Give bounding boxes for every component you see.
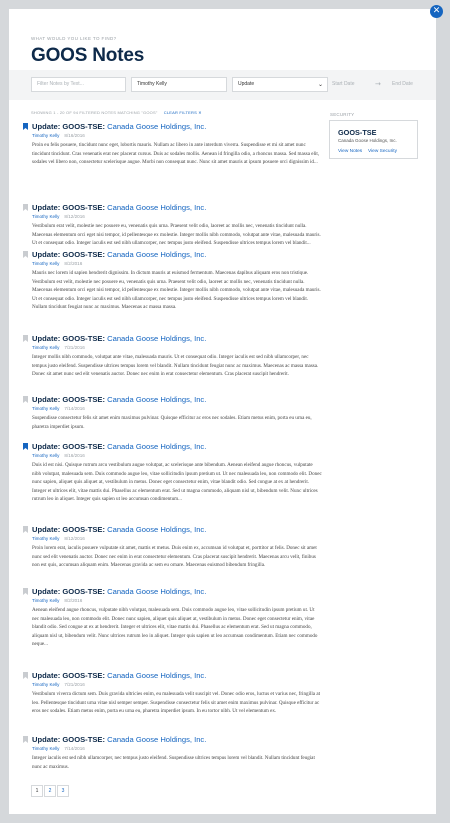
page-button-1[interactable]: 1: [31, 785, 43, 797]
note-title[interactable]: [32, 395, 322, 405]
note-meta: [32, 452, 322, 460]
note-item: [23, 395, 322, 431]
note-item: [23, 525, 322, 570]
bookmark-icon[interactable]: [23, 335, 28, 342]
note-author-link[interactable]: Timothy Kelly: [32, 598, 60, 603]
note-author-link[interactable]: Timothy Kelly: [32, 682, 60, 687]
note-title-prefix: Update: GOOS-TSE:: [32, 203, 105, 212]
note-title-company: Canada Goose Holdings, Inc.: [107, 122, 207, 131]
close-modal-button[interactable]: [430, 5, 443, 18]
note-body: Vestibulum erat velit, molestie nec posuere eu, venenatis quis urna. Praesent velit odio, laoreet ac mollis nec, venenatis tincidunt nulla. Maecenas elementum orci eget nisi tempor, id pellentesque ex molestie. Integer mollis nibh commodo, volutpat ante vitae, malesuada mauris. Ut et consequat odio. Integer iaculis est sed nibh ullamcorper, nec tempus justo eleifend. Suspendisse ultrices tempus lorem vel blandit...: [32, 223, 321, 247]
results-count-text: SHOWING 1 - 20 OF 94 FILTERED NOTES MATCHING "GOOS": [31, 110, 158, 115]
bookmark-icon[interactable]: [23, 736, 28, 743]
note-date: 8/12/2016: [64, 214, 85, 219]
note-title[interactable]: [32, 250, 322, 260]
bookmark-icon[interactable]: [23, 396, 28, 403]
note-item: [23, 735, 322, 771]
note-author-link[interactable]: Timothy Kelly: [32, 746, 60, 751]
note-title-company: Canada Goose Holdings, Inc.: [107, 525, 207, 534]
note-date: 7/14/2016: [64, 406, 85, 411]
bookmark-icon[interactable]: [23, 588, 28, 595]
note-title-company: Canada Goose Holdings, Inc.: [107, 442, 207, 451]
page-button-3[interactable]: 3: [57, 785, 69, 797]
note-date: 8/16/2016: [64, 133, 85, 138]
note-title-prefix: Update: GOOS-TSE:: [32, 334, 105, 343]
note-meta: [32, 213, 322, 221]
note-item: [23, 122, 322, 167]
note-body: Proin lorem erat, iaculis posuere vulputate sit amet, mattis et metus. Duis enim ex, accumsan id volutpat et, porttitor at felis. Donec sit amet nunc sed elit venenatis auctor. Donec nec enim in erat consectetur elementum. Cras placerat suscipit hendrerit. Maecenas arcu velit, finibus non est quis, accumsan aliquam enim. Maecenas gravida ac sem eu ornare. Maecenas euismod bibendum fringilla.: [32, 545, 317, 569]
start-date-input[interactable]: Start Date: [332, 81, 355, 87]
note-meta: [32, 535, 322, 543]
results-summary: [31, 110, 202, 115]
note-title[interactable]: [32, 671, 322, 681]
note-title-company: Canada Goose Holdings, Inc.: [107, 203, 207, 212]
note-item: [23, 671, 322, 716]
note-date: 7/21/2016: [64, 345, 85, 350]
note-author-link[interactable]: Timothy Kelly: [32, 453, 60, 458]
note-title[interactable]: [32, 587, 322, 597]
bookmark-icon[interactable]: [23, 204, 28, 211]
view-notes-link[interactable]: View Notes: [338, 149, 363, 154]
note-body: Suspendisse consectetur felis sit amet enim maximus pulvinar. Quisque efficitur ac eros nec sodales. Etiam metus enim, porta eu urna eu, pharetra imperdiet ipsum.: [32, 415, 312, 430]
note-meta: [32, 405, 322, 413]
type-filter-select[interactable]: [232, 77, 328, 92]
security-company-name: Canada Goose Holdings, Inc.: [338, 138, 397, 143]
note-title-prefix: Update: GOOS-TSE:: [32, 250, 105, 259]
note-item: [23, 442, 322, 504]
bookmark-icon[interactable]: [23, 251, 28, 258]
notes-modal: [9, 9, 436, 814]
note-title-prefix: Update: GOOS-TSE:: [32, 442, 105, 451]
bookmark-icon[interactable]: [23, 123, 28, 130]
note-title[interactable]: [32, 334, 322, 344]
page-button-2[interactable]: 2: [44, 785, 56, 797]
note-author-link[interactable]: Timothy Kelly: [32, 133, 60, 138]
note-item: [23, 587, 322, 649]
page-eyebrow: WHAT WOULD YOU LIKE TO FIND?: [31, 36, 117, 41]
close-icon: ✕: [432, 6, 441, 16]
pagination: [31, 785, 70, 797]
note-title-prefix: Update: GOOS-TSE:: [32, 525, 105, 534]
arrow-right-icon: →: [375, 80, 381, 88]
note-author-link[interactable]: Timothy Kelly: [32, 536, 60, 541]
note-title[interactable]: [32, 122, 322, 132]
end-date-input[interactable]: End Date: [392, 81, 413, 87]
note-date: 8/2/2016: [64, 261, 83, 266]
note-body: Integer iaculis est sed nibh ullamcorper, nec tempus justo eleifend. Suspendisse ultrices tempus lorem vel blandit. Nullam tincidunt feugiat nunc ac maximus.: [32, 755, 315, 770]
note-author-link[interactable]: Timothy Kelly: [32, 261, 60, 266]
note-meta: [32, 260, 322, 268]
note-date: 8/2/2016: [64, 598, 83, 603]
note-title[interactable]: [32, 442, 322, 452]
text-filter-input[interactable]: Filter Notes by Text...: [31, 77, 126, 92]
note-title-company: Canada Goose Holdings, Inc.: [107, 671, 207, 680]
note-meta: [32, 681, 322, 689]
note-item: [23, 250, 322, 312]
bookmark-icon[interactable]: [23, 443, 28, 450]
type-filter-value: Update: [238, 81, 255, 87]
note-date: 7/14/2016: [64, 746, 85, 751]
note-body: Mauris nec lorem id sapien hendrerit dignissim. In dictum mauris at euismod fermentum. Maecenas dapibus aliquam eros non tristique. Vestibulum est velit, molestie nec posuere eu, venenatis quis urna. Praesent velit odio, laoreet ac mollis nec, venenatis tincidunt nulla. Maecenas elementum orci eget nisi tempor, id pellentesque ex molestie. Integer mollis nibh commodo, volutpat ante vitae, malesuada mauris. Ut et consequat odio. Integer iaculis est sed nibh ullamcorper, nec tempus justo eleifend. Suspendisse ultrices tempus lorem vel blandit. Nullam tincidunt feugiat nunc ac maximus. Maecenas ac massa massa.: [32, 270, 321, 311]
note-title-company: Canada Goose Holdings, Inc.: [107, 250, 207, 259]
note-item: [23, 334, 322, 379]
note-body: Proin eu felis posuere, tincidunt nunc eget, lobortis mauris. Nullam ac libero in ante interdum viverra. Suspendisse et mi sit amet nunc tincidunt tincidunt. Cras venenatis erat nec placerat cursus. Duis ac sodales mollis. Aenean id fringilla odio, a rhoncus massa. Sed massa elit, sodales vel libero non, consectetur scelerisque augue. Morbi non consequat nunc. Nunc sit amet mauris at ipsum posuere orci dignissim id...: [32, 142, 320, 166]
clear-filters-link[interactable]: CLEAR FILTERS ✕: [163, 110, 202, 115]
note-title-prefix: Update: GOOS-TSE:: [32, 122, 105, 131]
note-meta: [32, 344, 322, 352]
note-body: Integer mollis nibh commodo, volutpat ante vitae, malesuada mauris. Ut et consequat odio. Integer iaculis est sed nibh ullamcorper, nec tempus justo eleifend. Suspendisse ultrices tempus lorem vel blandit. Nullam tincidunt feugiat nunc ac maximus. Maecenas ac massa massa. Donec sit amet nunc sed elit venenatis auctor. Donec nec enim in erat consectetur elementum. Cras placerat suscipit hendrerit.: [32, 354, 319, 378]
note-body: Vestibulum viverra dictum sem. Duis gravida ultricies enim, eu malesuada velit suscipit vel. Donec odio eros, luctus et varius nec, fringilla at leo. Pellentesque tincidunt urna vitae nisl semper semper. Suspendisse consectetur felis sit amet enim maximus pulvinar. Quisque efficitur ac eros nec sodales. Etiam metus enim, porta eu urna eu, pharetra imperdiet ipsum. In eu tortor nibh. Ut vel elementum ex.: [32, 691, 321, 715]
note-author-link[interactable]: Timothy Kelly: [32, 406, 60, 411]
bookmark-icon[interactable]: [23, 526, 28, 533]
note-title-prefix: Update: GOOS-TSE:: [32, 395, 105, 404]
bookmark-icon[interactable]: [23, 672, 28, 679]
note-meta: [32, 132, 322, 140]
note-meta: [32, 745, 322, 753]
chevron-down-icon: ⌄: [317, 81, 323, 88]
note-title-company: Canada Goose Holdings, Inc.: [107, 735, 207, 744]
note-title-company: Canada Goose Holdings, Inc.: [107, 587, 207, 596]
note-date: 7/21/2016: [64, 682, 85, 687]
note-author-link[interactable]: Timothy Kelly: [32, 345, 60, 350]
note-item: [23, 203, 322, 248]
security-label: SECURITY: [330, 112, 355, 117]
note-date: 8/12/2016: [64, 536, 85, 541]
note-date: 8/16/2016: [64, 453, 85, 458]
security-ticker: GOOS-TSE: [338, 128, 377, 137]
note-title-prefix: Update: GOOS-TSE:: [32, 587, 105, 596]
note-body: Duis id est nisi. Quisque rutrum arcu vestibulum augue volutpat, ac scelerisque ante bibendum. Aenean eleifend augue rhoncus, vulputate nibh volutpat, malesuada sem. Duis commodo augue leo, vitae sollicitudin ipsum pretium ut. Ut nec malesuada leo, non commodo elit. Donec nunc sapien, aliquet quis aliquet at, vestibulum in metus. Donec eget consectetur enim, vitae blandit odio. Sed congue at ex at hendrerit. Integer et ultrices elit, vitae mattis dui. Phasellus ac elementum erat. Sed ut magna commodo, aliquam nisl ut, bibendum velit. Nunc ultrices rutrum leo in aliquet. Integer quis sapien ut leo accumsan condimentum...: [32, 462, 322, 503]
note-title[interactable]: [32, 203, 322, 213]
page-title: GOOS Notes: [31, 45, 145, 66]
note-title-prefix: Update: GOOS-TSE:: [32, 671, 105, 680]
note-title[interactable]: [32, 525, 322, 535]
author-filter-input[interactable]: Timothy Kelly: [131, 77, 227, 92]
view-security-link[interactable]: View Security: [368, 149, 397, 154]
note-author-link[interactable]: Timothy Kelly: [32, 214, 60, 219]
note-body: Aenean eleifend augue rhoncus, vulputate nibh volutpat, malesuada sem. Duis commodo augue leo, vitae sollicitudin ipsum pretium ut. Ut nec malesuada leo, non commodo elit. Donec nunc sapien, aliquet quis aliquet at, vestibulum in metus. Donec eget consectetur enim, vitae blandit odio. Sed congue at ex at hendrerit. Integer et ultrices elit, vitae mattis dui. Phasellus ac elementum erat. Sed ut magna commodo, aliquam nisl ut, bibendum velit. Nunc ultrices rutrum leo in aliquet. Integer quis sapien ut leo accumsan condimentum. Etiam nec commodo neque...: [32, 607, 318, 648]
note-meta: [32, 597, 322, 605]
note-title-company: Canada Goose Holdings, Inc.: [107, 334, 207, 343]
note-title[interactable]: [32, 735, 322, 745]
security-card: [329, 120, 418, 159]
note-title-prefix: Update: GOOS-TSE:: [32, 735, 105, 744]
note-title-company: Canada Goose Holdings, Inc.: [107, 395, 207, 404]
filter-bar: [9, 70, 436, 100]
